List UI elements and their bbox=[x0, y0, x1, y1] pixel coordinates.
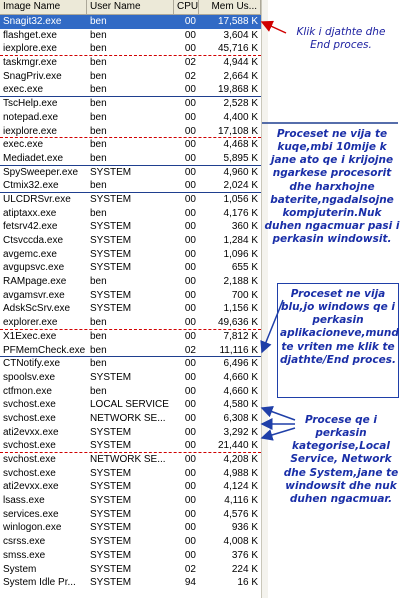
process-mem-usage: 700 K bbox=[231, 289, 258, 301]
process-user-name: LOCAL SERVICE bbox=[90, 399, 169, 411]
process-image-name: Snagit32.exe bbox=[3, 16, 62, 27]
process-user-name: SYSTEM bbox=[90, 508, 132, 520]
process-mem-usage: 936 K bbox=[231, 522, 258, 534]
process-cpu: 00 bbox=[184, 16, 196, 27]
process-image-name: ati2evxx.exe bbox=[3, 426, 59, 438]
process-user-name: SYSTEM bbox=[90, 495, 132, 507]
process-cpu: 00 bbox=[184, 495, 196, 507]
process-cpu: 00 bbox=[184, 522, 196, 534]
process-cpu: 00 bbox=[184, 262, 196, 274]
process-mem-usage: 224 K bbox=[231, 563, 258, 575]
column-header-user-name[interactable]: User Name bbox=[87, 0, 174, 14]
process-mem-usage: 19,868 K bbox=[217, 84, 258, 96]
process-user-name: ben bbox=[90, 180, 107, 192]
process-mem-usage: 1,096 K bbox=[223, 248, 258, 260]
process-user-name: ben bbox=[90, 111, 107, 123]
process-user-name: ben bbox=[90, 344, 107, 356]
process-mem-usage: 655 K bbox=[231, 262, 258, 274]
process-image-name: ULCDRSvr.exe bbox=[3, 193, 71, 205]
process-image-name: svchost.exe bbox=[3, 467, 56, 479]
process-image-name: avgamsvr.exe bbox=[3, 289, 65, 301]
process-user-name: SYSTEM bbox=[90, 235, 132, 246]
process-mem-usage: 6,308 K bbox=[223, 412, 258, 424]
process-user-name: SYSTEM bbox=[90, 221, 132, 233]
process-image-name: csrss.exe bbox=[3, 536, 46, 548]
process-user-name: ben bbox=[90, 139, 107, 151]
process-cpu: 00 bbox=[184, 549, 196, 561]
note-blue-processes: Proceset ne vija blu,jo windows qe i perkasin aplikacioneve,mund te vriten me klik te djathte/End proces. bbox=[277, 283, 399, 398]
process-cpu: 00 bbox=[184, 317, 196, 329]
process-image-name: SpySweeper.exe bbox=[3, 166, 79, 178]
process-mem-usage: 21,440 K bbox=[217, 440, 258, 452]
process-image-name: ctfmon.exe bbox=[3, 385, 52, 397]
process-mem-usage: 17,108 K bbox=[217, 125, 258, 137]
process-user-name: ben bbox=[90, 358, 107, 370]
process-mem-usage: 4,176 K bbox=[223, 207, 258, 219]
process-image-name: fetsrv42.exe bbox=[3, 221, 58, 233]
process-cpu: 00 bbox=[184, 98, 196, 110]
process-image-name: Ctsvccda.exe bbox=[3, 235, 64, 246]
note-red-processes: Proceset ne vija te kuqe,mbi 10mije k jane ato qe i krijojne ngarkese procesorit dhe harxhojne baterite,ngadalsojne kompjuterin.Nuk duhen ngacmuar pasi i perkasin windowsit. bbox=[264, 128, 400, 245]
process-image-name: lsass.exe bbox=[3, 495, 45, 507]
process-mem-usage: 11,116 K bbox=[219, 344, 258, 356]
process-cpu: 00 bbox=[184, 29, 196, 41]
process-cpu: 00 bbox=[184, 289, 196, 301]
process-image-name: Ctmix32.exe bbox=[3, 180, 59, 192]
process-image-name: AdskScSrv.exe bbox=[3, 303, 71, 315]
process-cpu: 00 bbox=[184, 481, 196, 493]
process-cpu: 00 bbox=[184, 412, 196, 424]
process-image-name: taskmgr.exe bbox=[3, 57, 57, 69]
process-user-name: SYSTEM bbox=[90, 371, 132, 383]
process-cpu: 02 bbox=[184, 57, 196, 69]
process-mem-usage: 4,116 K bbox=[224, 495, 258, 507]
process-image-name: CTNotify.exe bbox=[3, 358, 61, 370]
process-image-name: atiptaxx.exe bbox=[3, 207, 57, 219]
process-image-name: smss.exe bbox=[3, 549, 46, 561]
note-end-process: Klik i djathte dhe End proces. bbox=[296, 26, 386, 52]
process-user-name: ben bbox=[90, 125, 107, 137]
process-cpu: 00 bbox=[184, 385, 196, 397]
process-user-name: SYSTEM bbox=[90, 467, 132, 479]
process-image-name: svchost.exe bbox=[3, 440, 56, 452]
process-image-name: iexplore.exe bbox=[3, 43, 57, 55]
process-mem-usage: 1,056 K bbox=[223, 193, 258, 205]
process-user-name: SYSTEM bbox=[90, 481, 132, 493]
process-user-name: ben bbox=[90, 207, 107, 219]
process-mem-usage: 6,496 K bbox=[223, 358, 258, 370]
process-image-name: spoolsv.exe bbox=[3, 371, 56, 383]
process-image-name: SnagPriv.exe bbox=[3, 70, 62, 82]
process-image-name: avgemc.exe bbox=[3, 248, 57, 260]
process-user-name: NETWORK SE... bbox=[90, 454, 166, 465]
process-image-name: notepad.exe bbox=[3, 111, 59, 123]
process-mem-usage: 4,988 K bbox=[223, 467, 258, 479]
process-mem-usage: 49,636 K bbox=[217, 317, 258, 329]
process-image-name: explorer.exe bbox=[3, 317, 58, 329]
process-image-name: services.exe bbox=[3, 508, 59, 520]
process-image-name: avgupsvc.exe bbox=[3, 262, 65, 274]
process-cpu: 00 bbox=[184, 276, 196, 288]
process-cpu: 00 bbox=[184, 43, 196, 55]
process-mem-usage: 4,576 K bbox=[223, 508, 258, 520]
process-user-name: SYSTEM bbox=[90, 289, 132, 301]
process-user-name: SYSTEM bbox=[90, 522, 132, 534]
process-image-name: svchost.exe bbox=[3, 399, 56, 411]
process-cpu: 00 bbox=[184, 330, 196, 342]
process-image-name: System bbox=[3, 563, 37, 575]
process-mem-usage: 45,716 K bbox=[217, 43, 258, 55]
process-mem-usage: 17,588 K bbox=[217, 16, 258, 27]
process-cpu: 00 bbox=[184, 84, 196, 96]
process-cpu: 00 bbox=[184, 221, 196, 233]
process-mem-usage: 2,024 K bbox=[223, 180, 258, 192]
process-user-name: SYSTEM bbox=[90, 426, 132, 438]
process-image-name: exec.exe bbox=[3, 139, 44, 151]
process-image-name: TscHelp.exe bbox=[3, 98, 58, 110]
process-cpu: 00 bbox=[184, 152, 196, 164]
process-cpu: 94 bbox=[184, 577, 196, 589]
column-header-cpu[interactable]: CPU bbox=[174, 0, 199, 14]
process-mem-usage: 1,284 K bbox=[223, 235, 258, 246]
process-cpu: 00 bbox=[184, 193, 196, 205]
process-mem-usage: 2,188 K bbox=[223, 276, 258, 288]
process-cpu: 00 bbox=[184, 536, 196, 548]
process-image-name: X1Exec.exe bbox=[3, 330, 57, 342]
process-image-name: winlogon.exe bbox=[3, 522, 62, 534]
process-mem-usage: 4,660 K bbox=[223, 385, 258, 397]
process-image-name: iexplore.exe bbox=[3, 125, 57, 137]
process-user-name: ben bbox=[90, 70, 107, 82]
process-cpu: 00 bbox=[184, 235, 196, 246]
arrow-to-system-service bbox=[262, 428, 295, 438]
note-system-processes: Procese qe i perkasin kategorise,Local Service, Network dhe System,jane te windowsit dhe nuk duhen ngacmuar. bbox=[283, 414, 399, 505]
process-mem-usage: 4,660 K bbox=[223, 371, 258, 383]
process-user-name: SYSTEM bbox=[90, 563, 132, 575]
process-mem-usage: 4,124 K bbox=[223, 481, 258, 493]
process-cpu: 00 bbox=[184, 166, 196, 178]
process-user-name: ben bbox=[90, 29, 107, 41]
process-cpu: 00 bbox=[184, 111, 196, 123]
process-user-name: NETWORK SE... bbox=[90, 412, 166, 424]
process-cpu: 00 bbox=[184, 358, 196, 370]
process-cpu: 00 bbox=[184, 207, 196, 219]
process-user-name: ben bbox=[90, 16, 107, 27]
process-mem-usage: 16 K bbox=[237, 577, 258, 589]
process-mem-usage: 376 K bbox=[231, 549, 258, 561]
process-image-name: Mediadet.exe bbox=[3, 152, 64, 164]
process-image-name: PFMemCheck.exe bbox=[3, 344, 86, 356]
arrow-to-selected-process bbox=[262, 22, 286, 33]
process-user-name: SYSTEM bbox=[90, 536, 132, 548]
process-image-name: ati2evxx.exe bbox=[3, 481, 59, 493]
process-user-name: ben bbox=[90, 276, 107, 288]
process-cpu: 00 bbox=[184, 454, 196, 465]
process-cpu: 00 bbox=[184, 248, 196, 260]
process-user-name: SYSTEM bbox=[90, 193, 132, 205]
arrow-to-blue-process bbox=[262, 300, 283, 352]
process-cpu: 00 bbox=[184, 399, 196, 411]
process-mem-usage: 360 K bbox=[231, 221, 258, 233]
process-cpu: 00 bbox=[184, 508, 196, 520]
process-user-name: SYSTEM bbox=[90, 248, 132, 260]
process-image-name: System Idle Pr... bbox=[3, 577, 76, 589]
process-user-name: ben bbox=[90, 43, 107, 55]
process-user-name: ben bbox=[90, 84, 107, 96]
process-user-name: ben bbox=[90, 98, 107, 110]
process-mem-usage: 4,468 K bbox=[223, 139, 258, 151]
process-user-name: ben bbox=[90, 152, 107, 164]
process-cpu: 00 bbox=[184, 426, 196, 438]
process-cpu: 00 bbox=[184, 440, 196, 452]
process-mem-usage: 4,960 K bbox=[223, 166, 258, 178]
process-mem-usage: 4,008 K bbox=[223, 536, 258, 548]
process-cpu: 02 bbox=[184, 70, 196, 82]
process-user-name: SYSTEM bbox=[90, 262, 132, 274]
process-mem-usage: 3,604 K bbox=[223, 29, 258, 41]
arrow-to-local-service bbox=[262, 408, 295, 420]
process-image-name: flashget.exe bbox=[3, 29, 57, 41]
process-cpu: 00 bbox=[184, 139, 196, 151]
process-mem-usage: 4,400 K bbox=[223, 111, 258, 123]
column-header-image-name[interactable]: Image Name bbox=[0, 0, 87, 14]
process-cpu: 02 bbox=[184, 344, 196, 356]
process-mem-usage: 4,944 K bbox=[223, 57, 258, 69]
process-cpu: 00 bbox=[184, 180, 196, 192]
process-cpu: 02 bbox=[184, 563, 196, 575]
process-mem-usage: 7,812 K bbox=[223, 330, 258, 342]
process-cpu: 00 bbox=[184, 371, 196, 383]
process-image-name: svchost.exe bbox=[3, 412, 56, 424]
process-mem-usage: 3,292 K bbox=[223, 426, 258, 438]
process-cpu: 00 bbox=[184, 125, 196, 137]
process-user-name: ben bbox=[90, 317, 107, 329]
process-user-name: SYSTEM bbox=[90, 166, 132, 178]
process-user-name: SYSTEM bbox=[90, 549, 132, 561]
process-user-name: SYSTEM bbox=[90, 577, 132, 589]
process-user-name: SYSTEM bbox=[90, 440, 132, 452]
process-image-name: exec.exe bbox=[3, 84, 44, 96]
process-cpu: 00 bbox=[184, 467, 196, 479]
process-user-name: ben bbox=[90, 57, 107, 69]
process-image-name: RAMpage.exe bbox=[3, 276, 67, 288]
process-mem-usage: 5,895 K bbox=[223, 152, 258, 164]
process-user-name: ben bbox=[90, 330, 107, 342]
process-mem-usage: 4,208 K bbox=[223, 454, 258, 465]
process-cpu: 00 bbox=[184, 303, 196, 315]
process-mem-usage: 1,156 K bbox=[223, 303, 258, 315]
process-image-name: svchost.exe bbox=[3, 454, 56, 465]
process-mem-usage: 4,580 K bbox=[223, 399, 258, 411]
process-mem-usage: 2,528 K bbox=[223, 98, 258, 110]
process-user-name: ben bbox=[90, 385, 107, 397]
process-mem-usage: 2,664 K bbox=[223, 70, 258, 82]
column-header-mem-usage[interactable]: Mem Us... bbox=[199, 0, 261, 14]
process-user-name: SYSTEM bbox=[90, 303, 132, 315]
